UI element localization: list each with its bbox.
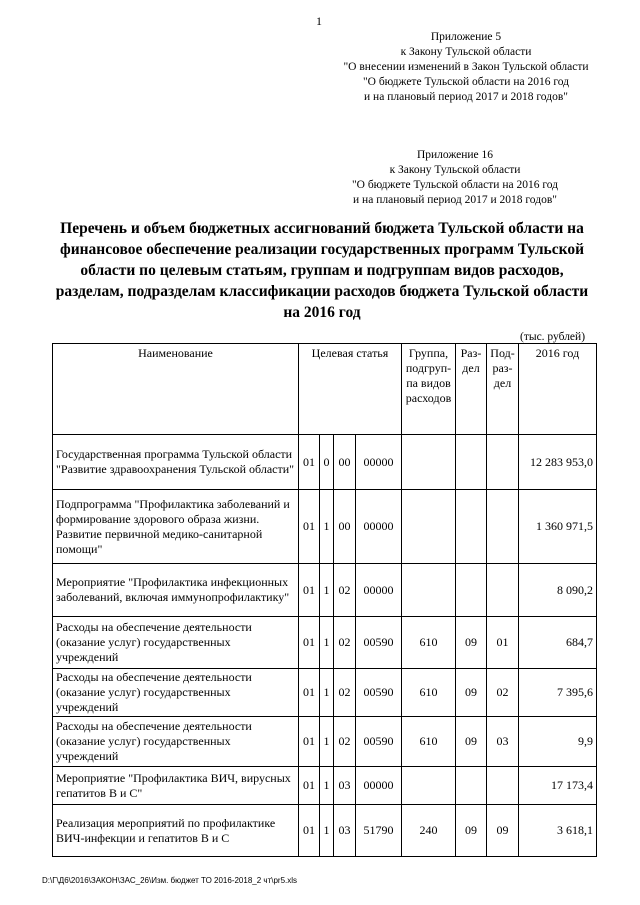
row-target-3: 03 [334,767,356,805]
header-name: Наименование [53,344,299,435]
annex-line: "О внесении изменений в Закон Тульской области [343,61,589,73]
table-header-row [53,344,597,435]
row-section: 09 [456,617,487,669]
row-name: Реализация мероприятий по профилактике ВИЧ-инфекции и гепатитов В и С [53,805,299,857]
row-group [402,490,456,564]
row-target-1: 01 [299,490,320,564]
row-target-2: 1 [320,617,334,669]
row-name: Мероприятие "Профилактика ВИЧ, вирусных гепатитов В и С" [53,767,299,805]
row-section [456,767,487,805]
row-amount: 684,7 [519,617,597,669]
row-amount: 1 360 971,5 [519,490,597,564]
table-row [53,717,597,767]
table-row [53,669,597,717]
row-group [402,767,456,805]
annex-line: Приложение 16 [416,149,494,161]
row-subsection [487,564,519,617]
row-amount: 12 283 953,0 [519,435,597,490]
annex-line: и на плановый период 2017 и 2018 годов" [364,91,568,103]
row-subsection: 02 [487,669,519,717]
row-target-1: 01 [299,564,320,617]
row-target-4: 00590 [356,617,402,669]
row-target-3: 02 [334,717,356,767]
row-target-2: 1 [320,669,334,717]
file-path-footer: D:\Г\Д6\2016\ЗАКОН\ЗАС_26\Изм. бюджет ТО 2016-2018_2 чт\pr5.xls [42,876,298,885]
header-section: Раз- дел [456,344,487,435]
row-name: Подпрограмма "Профилактика заболеваний и формирование здорового образа жизни. Развитие первичной медико-санитарной помощи" [53,490,299,564]
table-row [53,805,597,857]
row-target-2: 1 [320,564,334,617]
row-target-3: 02 [334,669,356,717]
annex-line: к Закону Тульской области [389,164,521,176]
page-number: 1 [316,14,322,28]
annex-line: Приложение 5 [430,31,502,43]
row-target-4: 00000 [356,564,402,617]
row-target-4: 00000 [356,435,402,490]
row-name: Государственная программа Тульской области "Развитие здравоохранения Тульской области" [53,435,299,490]
row-group: 610 [402,717,456,767]
row-target-4: 00000 [356,767,402,805]
row-target-1: 01 [299,805,320,857]
row-subsection: 01 [487,617,519,669]
row-target-1: 01 [299,767,320,805]
row-section: 09 [456,805,487,857]
header-subsection: Под- раз- дел [487,344,519,435]
row-target-2: 1 [320,805,334,857]
table-row [53,564,597,617]
row-subsection: 09 [487,805,519,857]
row-subsection [487,490,519,564]
row-subsection [487,435,519,490]
row-group [402,435,456,490]
row-target-2: 1 [320,717,334,767]
annex-5-header [306,30,626,105]
header-group: Группа, подгруп- па видов расходов [402,344,456,435]
row-target-3: 02 [334,617,356,669]
row-target-4: 51790 [356,805,402,857]
document-title: Перечень и объем бюджетных ассигнований бюджета Тульской области на финансовое обеспечение реализации государственных программ Тульской области по целевым статьям, группам и подгруппам видов расходов, разделам, подразделам классификации расходов бюджета Тульской области на 2016 год [55,220,589,321]
table-row [53,490,597,564]
row-amount: 7 395,6 [519,669,597,717]
row-target-1: 01 [299,435,320,490]
annex-line: и на плановый период 2017 и 2018 годов" [353,194,557,206]
row-target-4: 00590 [356,669,402,717]
row-target-2: 0 [320,435,334,490]
row-group: 610 [402,617,456,669]
row-target-4: 00000 [356,490,402,564]
header-target: Целевая статья [299,344,402,435]
row-name: Расходы на обеспечение деятельности (оказание услуг) государственных учреждений [53,717,299,767]
row-group: 610 [402,669,456,717]
row-name: Расходы на обеспечение деятельности (оказание услуг) государственных учреждений [53,617,299,669]
row-section: 09 [456,669,487,717]
budget-table [52,343,597,857]
row-amount: 8 090,2 [519,564,597,617]
annex-line: "О бюджете Тульской области на 2016 год [351,179,559,191]
row-target-3: 00 [334,435,356,490]
units-label: (тыс. рублей) [520,331,586,343]
table-row [53,435,597,490]
row-section: 09 [456,717,487,767]
row-target-3: 00 [334,490,356,564]
row-target-1: 01 [299,669,320,717]
row-amount: 9,9 [519,717,597,767]
row-amount: 17 173,4 [519,767,597,805]
table-row [53,617,597,669]
row-subsection [487,767,519,805]
row-section [456,490,487,564]
row-group: 240 [402,805,456,857]
row-target-1: 01 [299,617,320,669]
row-amount: 3 618,1 [519,805,597,857]
annex-line: "О бюджете Тульской области на 2016 год [362,76,570,88]
row-target-2: 1 [320,490,334,564]
row-name: Расходы на обеспечение деятельности (оказание услуг) государственных учреждений [53,669,299,717]
row-group [402,564,456,617]
row-target-3: 02 [334,564,356,617]
row-target-1: 01 [299,717,320,767]
row-target-4: 00590 [356,717,402,767]
row-target-2: 1 [320,767,334,805]
row-name: Мероприятие "Профилактика инфекционных заболеваний, включая иммунопрофилактику" [53,564,299,617]
row-section [456,564,487,617]
annex-line: к Закону Тульской области [400,46,532,58]
table-row [53,767,597,805]
row-subsection: 03 [487,717,519,767]
row-target-3: 03 [334,805,356,857]
row-section [456,435,487,490]
header-year: 2016 год [519,344,597,435]
annex-16-header [320,148,590,208]
